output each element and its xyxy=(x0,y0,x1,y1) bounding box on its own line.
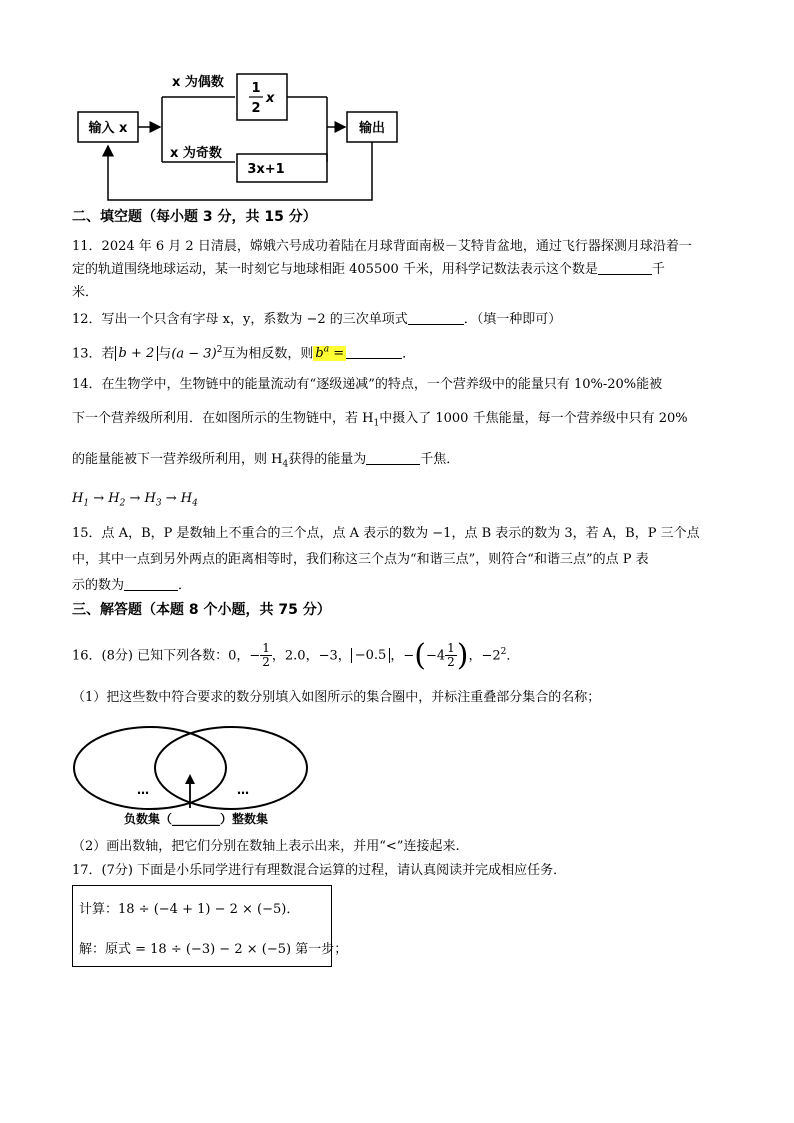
q14-line1: 14．在生物学中，生物链中的能量流动有“逐级递减”的特点，一个营养级中的能量只有 10%-20%能被 xyxy=(72,377,663,392)
chain-arrow-1: → xyxy=(93,491,105,506)
q11-line3: 米． xyxy=(72,285,99,300)
q15-line1: 15．点 A，B，P 是数轴上不重合的三个点，点 A 表示的数为 −1，点 B 表示的数为 3，若 A，B，P 三个点 xyxy=(72,526,700,541)
q13-square-base: (a − 3) xyxy=(171,346,217,362)
q13-square-exp: 2 xyxy=(216,345,223,355)
venn-right-ellipse xyxy=(155,727,307,809)
chain-h4: H xyxy=(180,491,193,506)
q16-frac2-num: 1 xyxy=(447,641,455,656)
q17-calc-box xyxy=(72,885,348,967)
q14-text-b: 中摄入了 1000 千焦能量，每一个营养级中只有 20% xyxy=(379,411,688,426)
q16-mid1: ，2.0，−3， xyxy=(271,648,351,664)
q13-abs-expr xyxy=(115,346,159,361)
chain-h3: H xyxy=(144,491,156,506)
q16-paren-open: ( xyxy=(414,637,426,673)
q16-frac-mixed xyxy=(445,642,457,669)
q16-paren-close: ) xyxy=(456,637,469,673)
venn-pointer-head xyxy=(185,774,195,784)
flow-output-label: 输出 xyxy=(358,121,386,136)
q14-text-c: 的能量能被下一营养级所利用，则 H xyxy=(72,452,283,467)
q16-exp: 2 xyxy=(500,647,507,657)
section-3-heading: 三、解答题（本题 8 个小题，共 75 分） xyxy=(72,602,331,618)
q16-numbers-line xyxy=(72,632,519,676)
q11-line2 xyxy=(72,261,665,279)
q15-line3 xyxy=(72,577,191,595)
q16-mid2: ，− xyxy=(390,648,415,664)
q13-line xyxy=(72,341,415,363)
section-2-heading: 二、填空题（每小题 3 分，共 15 分） xyxy=(72,209,317,225)
q13-highlight xyxy=(313,346,346,361)
flow-even-label: x 为偶数 xyxy=(172,75,224,90)
q14-line3 xyxy=(72,451,459,474)
q14-text-d: 获得的能量为 xyxy=(288,452,367,467)
q11-line1: 11．2024 年 6 月 2 日清晨，嫦娥六号成功着陆在月球背面南极－艾特肯盆地，通过飞行器探测月球沿着一 xyxy=(72,239,692,254)
q16-frac2-den: 2 xyxy=(447,655,455,670)
chain-arrow-3: → xyxy=(165,491,177,506)
q14-sub-1: 1 xyxy=(373,418,380,429)
q12-text: 12．写出一个只含有字母 x，y，系数为 −2 的三次单项式 xyxy=(72,312,408,327)
q11-text-end: 千 xyxy=(651,262,665,277)
q13-power-base: b xyxy=(315,346,324,362)
flow-input-label: 输入 x xyxy=(88,121,128,136)
q14-text-a: 下一个营养级所利用．在如图所示的生物链中，若 H xyxy=(72,411,374,426)
q15-text-end: ． xyxy=(178,578,192,593)
q11-text: 定的轨道围绕地球运动，某一时刻它与地球相距 405500 千米，用科学记数法表示这个数是 xyxy=(72,262,598,277)
q16-abs xyxy=(351,648,391,663)
chain-h1: H xyxy=(72,491,84,506)
chain-h1-sub: 1 xyxy=(83,498,90,509)
q15-line2: 中，其中一点到另外两点的距离相等时，我们称这三个点为“和谐三点”，则符合“和谐三点”的点 P 表 xyxy=(72,552,649,567)
flow-even-frac-var: x xyxy=(266,91,275,106)
flow-even-frac-num: 1 xyxy=(251,81,261,96)
q16-mixed-int: −4 xyxy=(425,648,446,664)
q13-text-c: 互为相反数，则 xyxy=(222,346,314,362)
venn-left-ellipse xyxy=(74,727,226,809)
q13-text-end: ． xyxy=(402,346,416,362)
flow-odd-label: x 为奇数 xyxy=(170,146,222,161)
q16-part2: （2）画出数轴，把它们分别在数轴上表示出来，并用“<”连接起来. xyxy=(72,839,460,854)
q11-answer-blank[interactable] xyxy=(598,261,652,275)
q12-line xyxy=(72,311,561,329)
q13-equals: = xyxy=(329,346,345,362)
q14-line2 xyxy=(72,410,688,433)
q13-answer-blank[interactable] xyxy=(346,345,402,359)
q12-answer-blank[interactable] xyxy=(408,311,464,325)
flow-odd-expr: 3x+1 xyxy=(247,162,285,177)
chain-arrow-2: → xyxy=(129,491,141,506)
venn-dots-left: … xyxy=(137,783,149,797)
q14-text-end: 千焦． xyxy=(420,452,460,467)
q16-part1: （1）把这些数中符合要求的数分别填入如图所示的集合圈中，并标注重叠部分集合的名称； xyxy=(72,690,601,705)
q13-abs-content: b + 2 xyxy=(118,346,155,362)
q14-answer-blank[interactable] xyxy=(366,451,420,465)
chain-h3-sub: 3 xyxy=(155,498,162,509)
q15-answer-blank[interactable] xyxy=(124,577,178,591)
q17-solution-line: 解：原式 = 18 ÷ (−3) − 2 × (−5) 第一步； xyxy=(79,942,348,957)
chain-h4-sub: 4 xyxy=(192,498,198,509)
q17-text: 17．(7分) 下面是小乐同学进行有理数混合运算的过程，请认真阅读并完成相应任务． xyxy=(72,863,567,878)
flow-even-frac-den: 2 xyxy=(251,101,261,116)
chain-h2-sub: 2 xyxy=(119,498,126,509)
q16-frac-den: 2 xyxy=(262,655,270,670)
q13-text-b: 与 xyxy=(158,346,172,362)
venn-caption: 负数集（________）整数集 xyxy=(124,812,269,826)
q12-text-end: ．（填一种即可） xyxy=(463,312,562,327)
q16-abs-value: −0.5 xyxy=(354,648,387,664)
venn-diagram xyxy=(72,712,322,830)
q16-frac-half xyxy=(260,642,272,669)
q16-mid3: ，−2 xyxy=(468,648,501,664)
q15-text: 示的数为 xyxy=(72,578,125,593)
q14-sub-4: 4 xyxy=(282,459,289,470)
venn-dots-right: … xyxy=(237,783,249,797)
q16-frac-num: 1 xyxy=(262,641,270,656)
q14-food-chain xyxy=(72,490,198,513)
flowchart xyxy=(72,62,412,207)
q16-prefix: 16．(8分) 已知下列各数：0，− xyxy=(72,648,261,664)
q16-end: ． xyxy=(506,648,520,664)
q13-text-a: 13．若 xyxy=(72,346,115,362)
chain-h2: H xyxy=(108,491,120,506)
q13-power-exp: a xyxy=(323,345,330,355)
q17-calc-line: 计算：18 ÷ (−4 + 1) − 2 × (−5)． xyxy=(79,902,300,917)
